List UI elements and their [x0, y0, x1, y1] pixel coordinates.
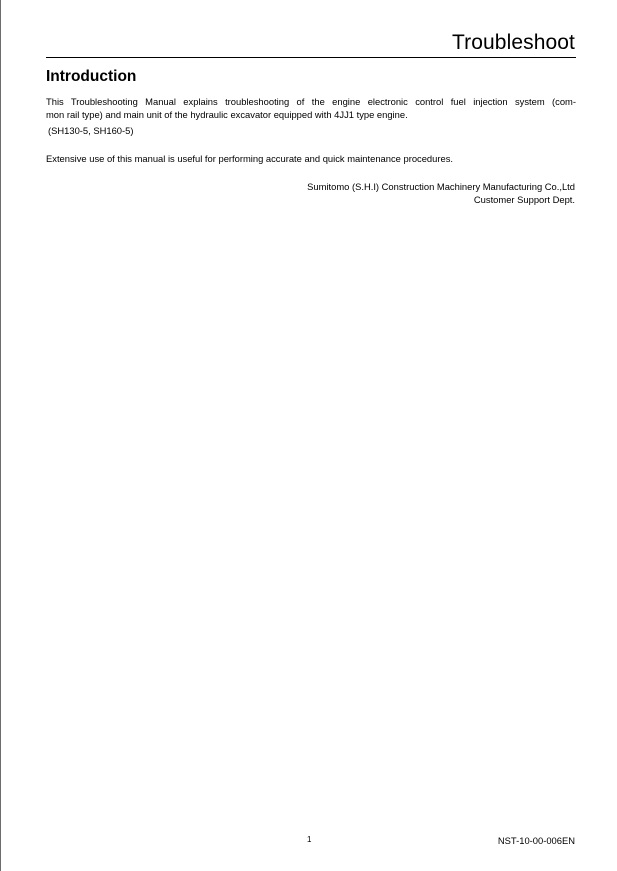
signature-block	[307, 180, 575, 206]
header-divider	[46, 57, 576, 58]
company-name: Sumitomo (S.H.I) Construction Machinery Manufacturing Co.,Ltd	[307, 181, 575, 192]
document-code: NST-10-00-006EN	[497, 835, 575, 846]
model-list: (SH130-5, SH160-5)	[48, 125, 134, 136]
page-number: 1	[307, 835, 312, 844]
page-header-title: Troubleshoot	[452, 31, 575, 54]
intro-paragraph	[46, 95, 576, 121]
usage-note: Extensive use of this manual is useful for performing accurate and quick maintenance procedures.	[46, 153, 453, 164]
intro-line-2: mon rail type) and main unit of the hydraulic excavator equipped with 4JJ1 type engine.	[46, 109, 408, 120]
intro-line-1: This Troubleshooting Manual explains troubleshooting of the engine electronic control fuel injection system (com-	[46, 96, 576, 107]
page-left-edge	[0, 0, 1, 871]
section-heading: Introduction	[46, 68, 137, 85]
department-name: Customer Support Dept.	[473, 194, 575, 205]
